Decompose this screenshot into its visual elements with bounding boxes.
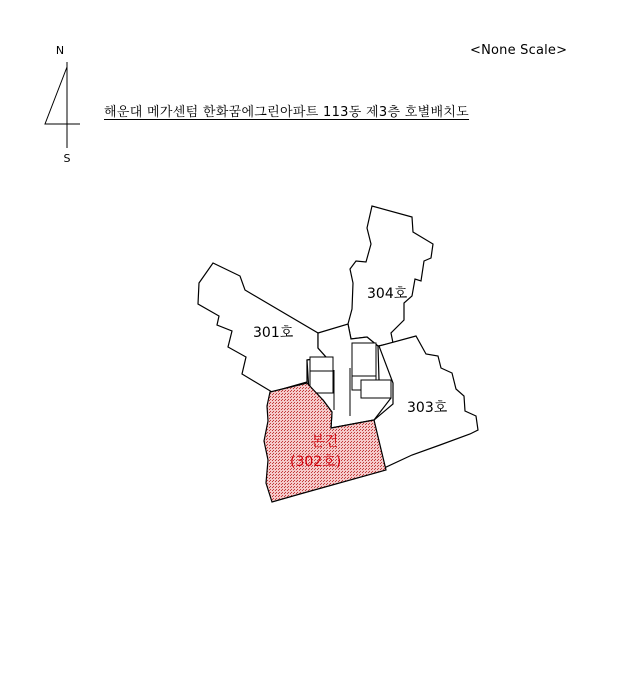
subject-label-unit: (302호): [290, 454, 342, 470]
core-stair-left: [310, 357, 333, 393]
subject-label-main: 본건: [311, 434, 339, 450]
compass-south-label: S: [63, 152, 71, 165]
drawing-title: 해운대 메가센텀 한화꿈에그린아파트 113동 제3층 호별배치도: [104, 105, 470, 120]
unit-301-label: 301호: [253, 325, 294, 341]
unit-303-label: 303호: [407, 400, 448, 416]
compass-north-label: N: [55, 44, 65, 57]
scale-note: <None Scale>: [470, 43, 568, 58]
unit-304-outline: [348, 206, 433, 346]
unit-304-label: 304호: [367, 286, 408, 302]
core-block-lower: [361, 380, 391, 398]
